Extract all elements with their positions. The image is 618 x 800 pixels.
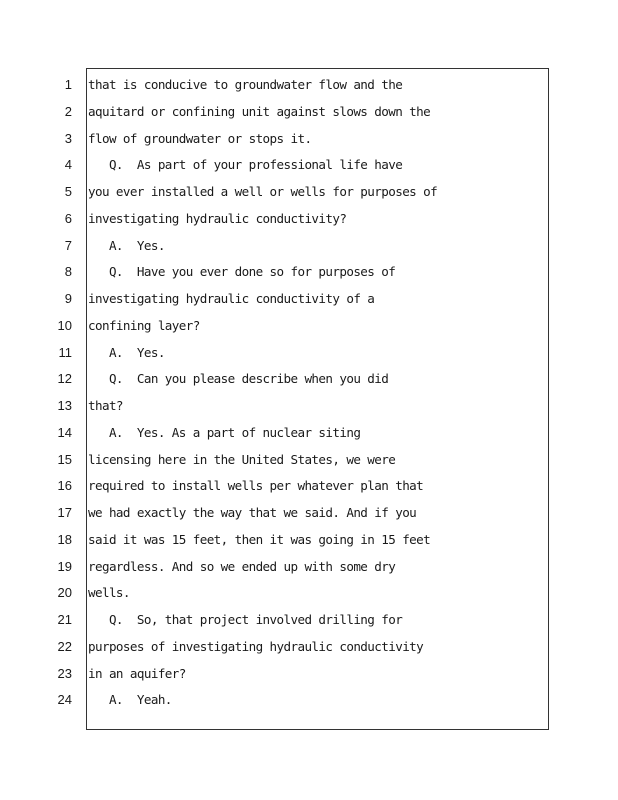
transcript-line [0, 236, 618, 256]
line-text: we had exactly the way that we said. And if you [88, 505, 417, 520]
line-text: in an aquifer? [88, 665, 186, 681]
line-number: 7 [64, 237, 72, 253]
transcript-line [0, 690, 618, 710]
line-number: 14 [57, 424, 72, 440]
line-number: 13 [57, 398, 72, 413]
transcript-line [0, 129, 618, 149]
line-text: A. Yeah. [88, 692, 172, 708]
transcript-line [0, 155, 618, 175]
transcript-line [0, 343, 618, 363]
line-number: 1 [64, 77, 72, 92]
transcript-line [0, 75, 618, 95]
line-number: 20 [57, 585, 72, 601]
line-text: Q. Have you ever done so for purposes of [88, 264, 396, 280]
line-number: 12 [57, 371, 72, 387]
line-number: 16 [57, 478, 72, 494]
line-text: Q. So, that project involved drilling for [88, 612, 403, 627]
line-text: that? [88, 398, 123, 413]
line-text: A. Yes. [88, 237, 165, 253]
line-number: 8 [64, 264, 72, 280]
line-text: wells. [88, 585, 130, 601]
line-number: 19 [57, 558, 72, 574]
line-text: Q. As part of your professional life have [88, 157, 403, 173]
transcript-line [0, 583, 618, 603]
line-number: 21 [57, 612, 72, 627]
transcript-line [0, 637, 618, 657]
transcript-line [0, 476, 618, 496]
line-text: required to install wells per whatever plan that [88, 478, 424, 494]
line-number: 24 [57, 692, 72, 708]
transcript-line [0, 610, 618, 630]
line-number: 3 [64, 130, 72, 146]
line-text: regardless. And so we ended up with some dry [88, 558, 396, 574]
transcript-line [0, 289, 618, 309]
line-text: flow of groundwater or stops it. [88, 130, 312, 146]
transcript-line [0, 102, 618, 122]
line-number: 9 [64, 291, 72, 306]
line-number: 17 [57, 505, 72, 520]
line-number: 11 [58, 344, 72, 360]
line-text: that is conducive to groundwater flow and the [88, 77, 403, 92]
line-number: 15 [57, 451, 72, 467]
transcript-line [0, 396, 618, 416]
transcript-line [0, 262, 618, 282]
transcript-line [0, 369, 618, 389]
line-number: 6 [64, 210, 72, 226]
line-text: confining layer? [88, 317, 200, 333]
transcript-line [0, 209, 618, 229]
line-text: purposes of investigating hydraulic conductivity [88, 638, 424, 654]
line-text: Q. Can you please describe when you did [88, 371, 389, 387]
line-text: aquitard or confining unit against slows down the [88, 103, 431, 119]
line-number: 22 [57, 638, 72, 654]
line-number: 23 [57, 665, 72, 681]
line-text: A. Yes. [88, 344, 165, 360]
line-text: investigating hydraulic conductivity of a [88, 291, 375, 306]
transcript-line [0, 664, 618, 684]
transcript-line [0, 530, 618, 550]
line-number: 2 [64, 103, 72, 119]
line-number: 4 [64, 157, 72, 173]
line-text: investigating hydraulic conductivity? [88, 210, 347, 226]
transcript-line [0, 503, 618, 523]
transcript-line [0, 557, 618, 577]
transcript-line [0, 423, 618, 443]
line-text: A. Yes. As a part of nuclear siting [88, 424, 361, 440]
line-text: licensing here in the United States, we were [88, 451, 396, 467]
line-number: 10 [57, 317, 72, 333]
transcript-line [0, 182, 618, 202]
line-number: 18 [57, 531, 72, 547]
line-number: 5 [64, 184, 72, 199]
line-text: said it was 15 feet, then it was going in 15 feet [88, 531, 431, 547]
line-text: you ever installed a well or wells for purposes of [88, 184, 438, 199]
transcript-line [0, 316, 618, 336]
transcript-line [0, 450, 618, 470]
